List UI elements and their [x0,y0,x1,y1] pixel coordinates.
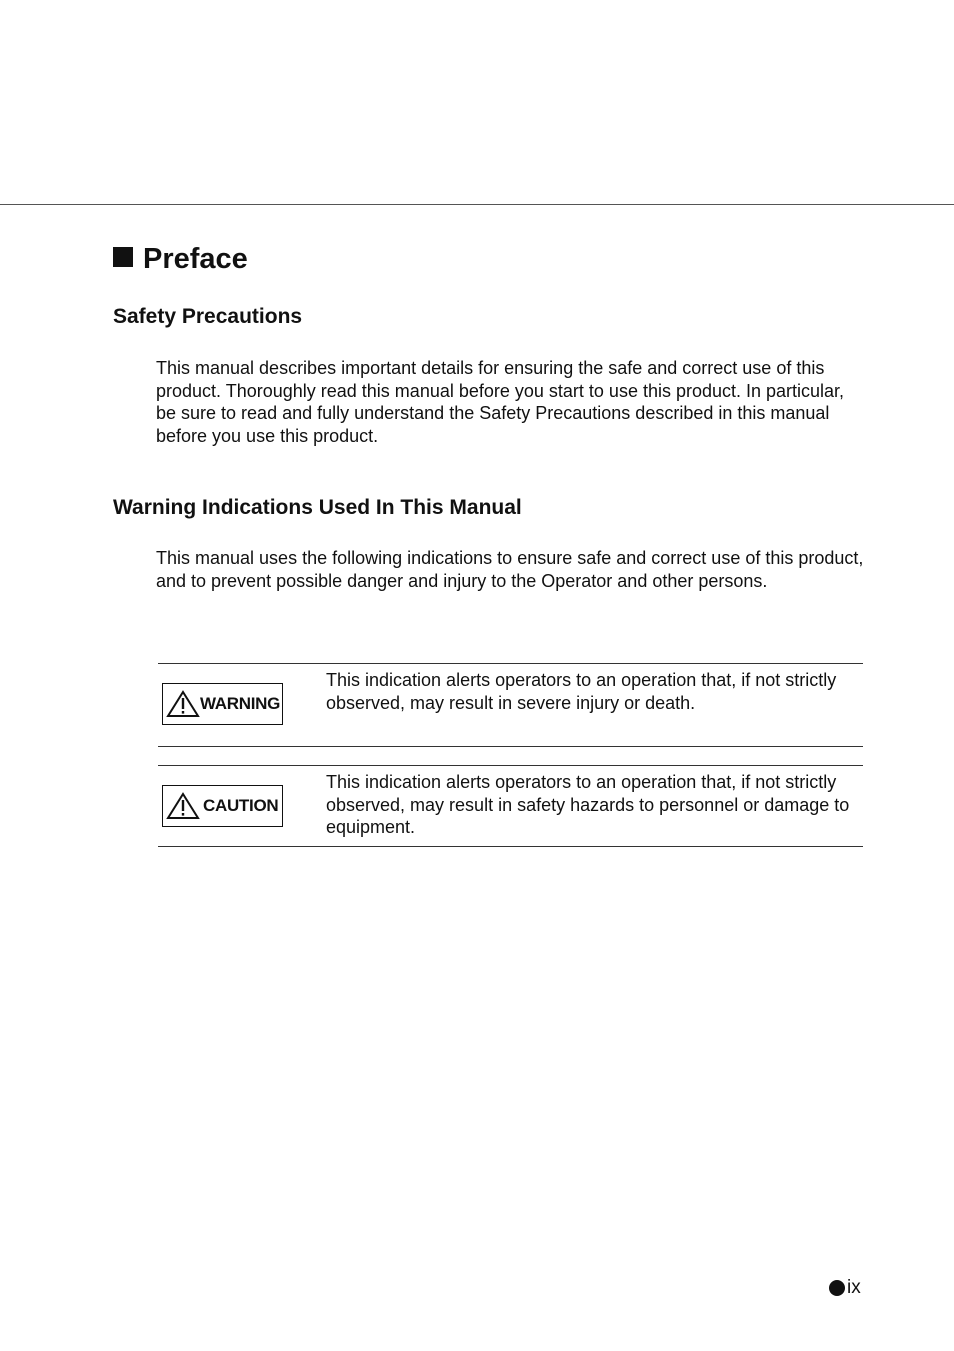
header-rule [0,204,954,205]
warning-indication-row [158,663,863,747]
caution-description: This indication alerts operators to an operation that, if not strictly observed, may result in safety hazards to personnel or damage to equipment. [326,772,850,837]
caution-badge-label: CAUTION [203,796,279,815]
page-number [829,1277,861,1299]
square-bullet-icon [113,247,133,267]
safety-precautions-body: This manual describes important details for ensuring the safe and correct use of this product. Thoroughly read this manual before you start to use this product. In particular, be sure to read and fully understand the Safety Precautions described in this manual before you use this product. [156,358,845,446]
warning-description: This indication alerts operators to an operation that, if not strictly observed, may result in severe injury or death. [326,670,837,713]
warning-badge [162,683,283,725]
safety-precautions-heading: Safety Precautions [113,305,303,328]
page-number-text: ix [847,1277,861,1298]
page-title [113,240,248,278]
caution-indication-row [158,765,863,847]
warning-indications-body: This manual uses the following indications to ensure safe and correct use of this product, and to prevent possible danger and injury to the Operator and other persons. [156,548,864,591]
caution-badge [162,785,283,827]
caution-triangle-icon [166,792,200,820]
warning-triangle-icon [166,690,200,718]
bullet-dot-icon [829,1280,845,1296]
warning-indications-heading: Warning Indications Used In This Manual [113,496,522,519]
page-title-text: Preface [143,243,248,275]
warning-badge-label: WARNING [200,694,281,713]
